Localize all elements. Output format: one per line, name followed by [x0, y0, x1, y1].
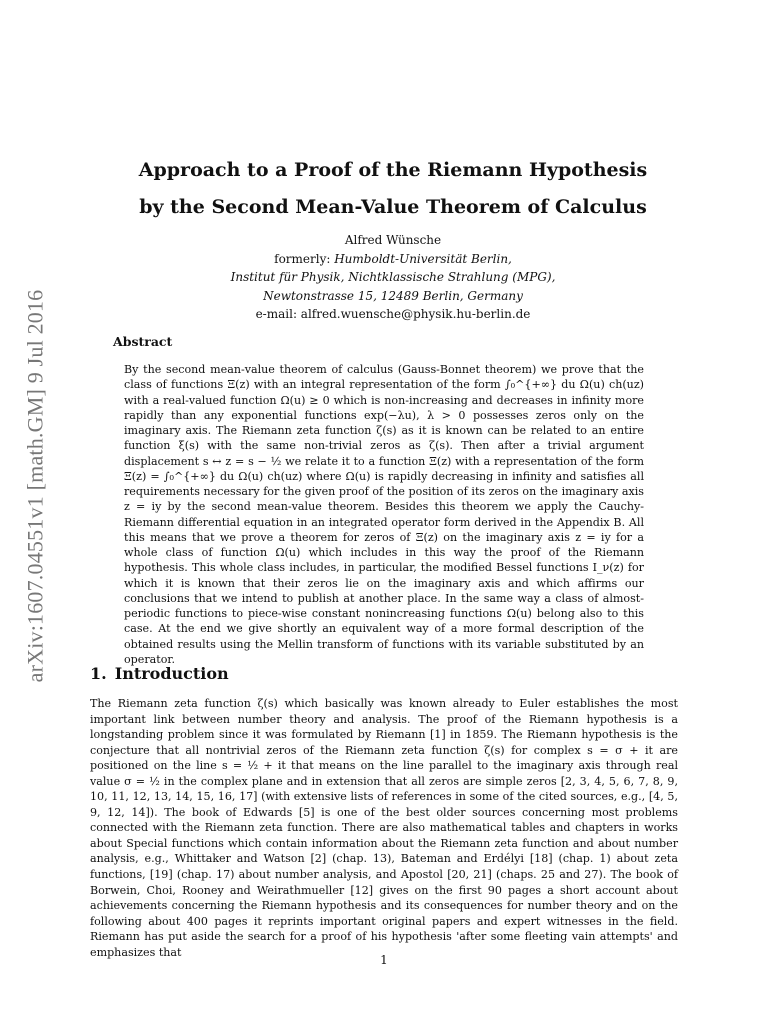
paper-title-line-2: by the Second Mean-Value Theorem of Calculus: [139, 196, 647, 218]
section-title: Introduction: [114, 664, 229, 683]
formerly-label: formerly:: [274, 251, 335, 266]
arxiv-sidebar: [18, 256, 52, 716]
arxiv-identifier[interactable]: arXiv:1607.04551v1 [math.GM] 9 Jul 2016: [22, 289, 47, 683]
section-number: 1.: [90, 664, 107, 683]
author-block: [92, 231, 694, 324]
paper-title-line-1: Approach to a Proof of the Riemann Hypothesis: [138, 159, 648, 181]
author-affiliation-former: [92, 250, 694, 269]
paper-title: [92, 152, 694, 226]
author-email[interactable]: e-mail: alfred.wuensche@physik.hu-berlin.de: [255, 307, 531, 321]
section-heading-introduction: [90, 664, 229, 683]
author-institute: Institut für Physik, Nichtklassische Strahlung (MPG),: [230, 270, 556, 284]
author-address: Newtonstrasse 15, 12489 Berlin, Germany: [263, 288, 523, 303]
page-number: 1: [380, 953, 388, 967]
abstract-heading: Abstract: [113, 334, 173, 349]
author-name: Alfred Wünsche: [344, 233, 442, 247]
former-institution: Humboldt-Universität Berlin,: [334, 251, 512, 266]
introduction-text: The Riemann zeta function ζ(s) which basically was known already to Euler establishes the most important link between number theory and analysis. The proof of the Riemann hypothesis is a longstanding problem since it was formulated by Riemann [1] in 1859. The Riemann hypothesis is the conjecture that all nontrivial zeros of the Riemann zeta function ζ(s) for complex s = σ + it are positioned on the line s = ½ + it that means on the line parallel to the imaginary axis through real value σ = ½ in the complex plane and in extension that all zeros are simple zeros [2, 3, 4, 5, 6, 7, 8, 9, 10, 11, 12, 13, 14, 15, 16, 17] (with extensive lists of references in some of the cited sources, e.g., [4, 5, 9, 12, 14]). The book of Edwards [5] is one of the best older sources concerning most problems connected with the Riemann zeta function. There are also mathematical tables and chapters in works about Special functions which contain information about the Riemann zeta function and about number analysis, e.g., Whittaker and Watson [2] (chap. 13), Bateman and Erdélyi [18] (chap. 1) about zeta functions, [19] (chap. 17) about number analysis, and Apostol [20, 21] (chaps. 25 and 27). The book of Borwein, Choi, Rooney and Weirathmueller [12] gives on the first 90 pages a short account about achievements concerning the Riemann hypothesis and its consequences for number theory and on the following about 400 pages it reprints important original papers and expert witnesses in the field. Riemann has put aside the search for a proof of his hypothesis 'after some fleeting vain attempts' and emphasizes that: [90, 697, 678, 959]
abstract-text: By the second mean-value theorem of calculus (Gauss-Bonnet theorem) we prove that the class of functions Ξ(z) with an integral representation of the form ∫₀^{+∞} du Ω(u) ch(uz) with a real-valued function Ω(u) ≥ 0 which is non-increasing and decreases in infinity more rapidly than any exponential functions exp(−λu), λ > 0 possesses zeros only on the imaginary axis. The Riemann zeta function ζ(s) as it is known can be related to an entire function ξ(s) with the same non-trivial zeros as ζ(s). Then after a trivial argument displacement s ↔ z = s − ½ we relate it to a function Ξ(z) with a representation of the form Ξ(z) = ∫₀^{+∞} du Ω(u) ch(uz) where Ω(u) is rapidly decreasing in infinity and satisfies all requirements necessary for the given proof of the position of its zeros on the imaginary axis z = iy by the second mean-value theorem. Besides this theorem we apply the Cauchy-Riemann differential equation in an integrated operator form derived in the Appendix B. All this means that we prove a theorem for zeros of Ξ(z) on the imaginary axis z = iy for a whole class of function Ω(u) which includes in this way the proof of the Riemann hypothesis. This whole class includes, in particular, the modified Bessel functions I_ν(z) for which it is known that their zeros lie on the imaginary axis and which affirms our conclusions that we intend to publish at another place. In the same way a class of almost-periodic functions to piece-wise constant nonincreasing functions Ω(u) belong also to this case. At the end we give shortly an equivalent way of a more formal description of the obtained results using the Mellin transform of functions with its variable substituted by an operator.: [124, 363, 644, 666]
